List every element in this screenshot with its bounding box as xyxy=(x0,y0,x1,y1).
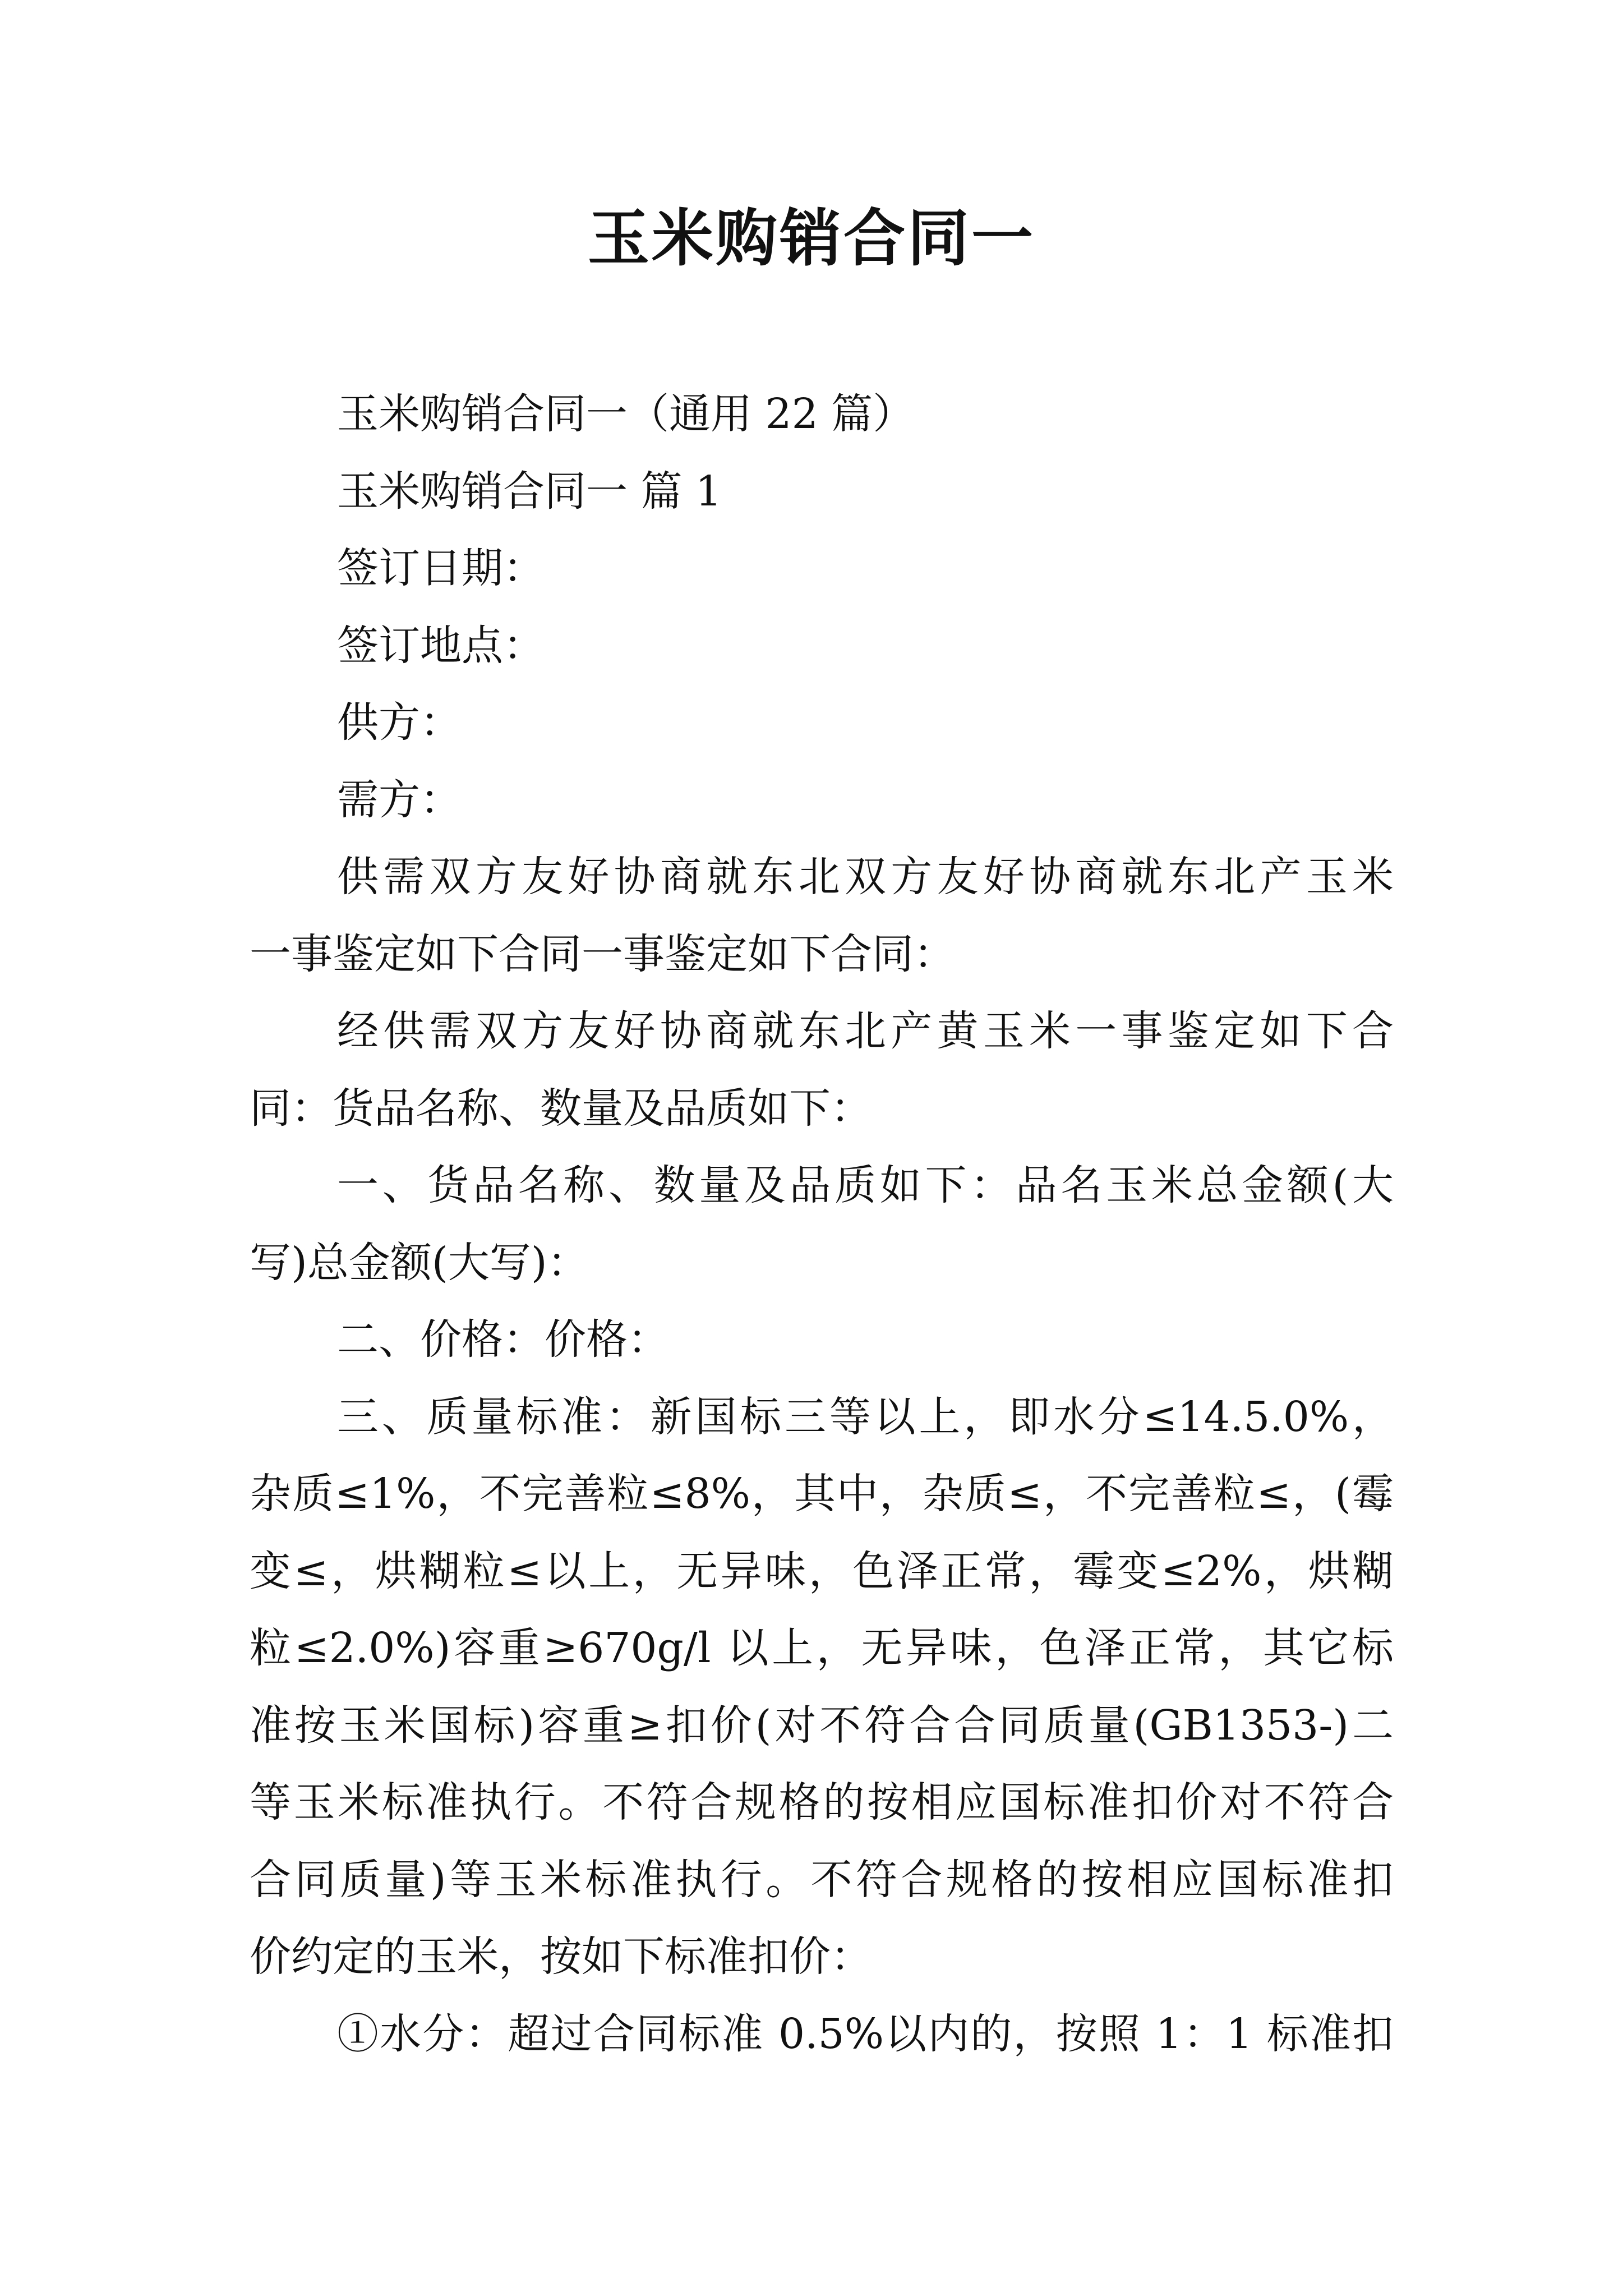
clause-2-line: 二、价格：价格： xyxy=(337,1315,669,1364)
clause-3-line: 准按玉米国标)容重≥扣价(对不符合合同质量(GB1353-)二 xyxy=(250,1701,1394,1750)
document-body xyxy=(250,376,1394,2073)
document-title: 玉米购销合同一 xyxy=(588,202,1035,274)
clause-3-line: 合同质量)等玉米标准执行。不符合规格的按相应国标准扣 xyxy=(250,1855,1394,1904)
supplier-field: 供方： xyxy=(337,698,462,747)
section-heading: 玉米购销合同一 篇 1 xyxy=(337,467,722,516)
clause-3-line: 变≤，烘糊粒≤以上，无异味，色泽正常，霉变≤2%，烘糊 xyxy=(250,1547,1394,1595)
paragraph-line: 同：货品名称、数量及品质如下： xyxy=(250,1084,872,1133)
clause-3-line: 价约定的玉米，按如下标准扣价： xyxy=(250,1932,872,1981)
clause-3-line: 等玉米标准执行。不符合规格的按相应国标准扣价对不符合 xyxy=(250,1778,1394,1826)
paragraph-line: 一事鉴定如下合同一事鉴定如下合同： xyxy=(250,930,955,978)
deduction-item-line: ①水分：超过合同标准 0.5%以内的，按照 1：1 标准扣 xyxy=(337,2009,1394,2058)
clause-3-line: 粒≤2.0%)容重≥670g/l 以上，无异味，色泽正常，其它标 xyxy=(250,1624,1394,1672)
clause-1-line: 一、货品名称、数量及品质如下：品名玉米总金额(大 xyxy=(337,1161,1394,1209)
sign-date-field: 签订日期： xyxy=(337,544,545,592)
subtitle-line: 玉米购销合同一（通用 22 篇） xyxy=(337,390,915,438)
paragraph-line: 供需双方友好协商就东北双方友好协商就东北产玉米 xyxy=(337,853,1394,901)
paragraph-line: 经供需双方友好协商就东北产黄玉米一事鉴定如下合 xyxy=(337,1007,1394,1055)
buyer-field: 需方： xyxy=(337,775,462,824)
sign-place-field: 签订地点： xyxy=(337,621,545,670)
clause-1-line: 写)总金额(大写)： xyxy=(250,1238,589,1287)
clause-3-line: 杂质≤1%，不完善粒≤8%，其中，杂质≤，不完善粒≤，(霉 xyxy=(250,1470,1394,1518)
clause-3-line: 三、质量标准：新国标三等以上，即水分≤14.5.0%， xyxy=(337,1392,1394,1441)
